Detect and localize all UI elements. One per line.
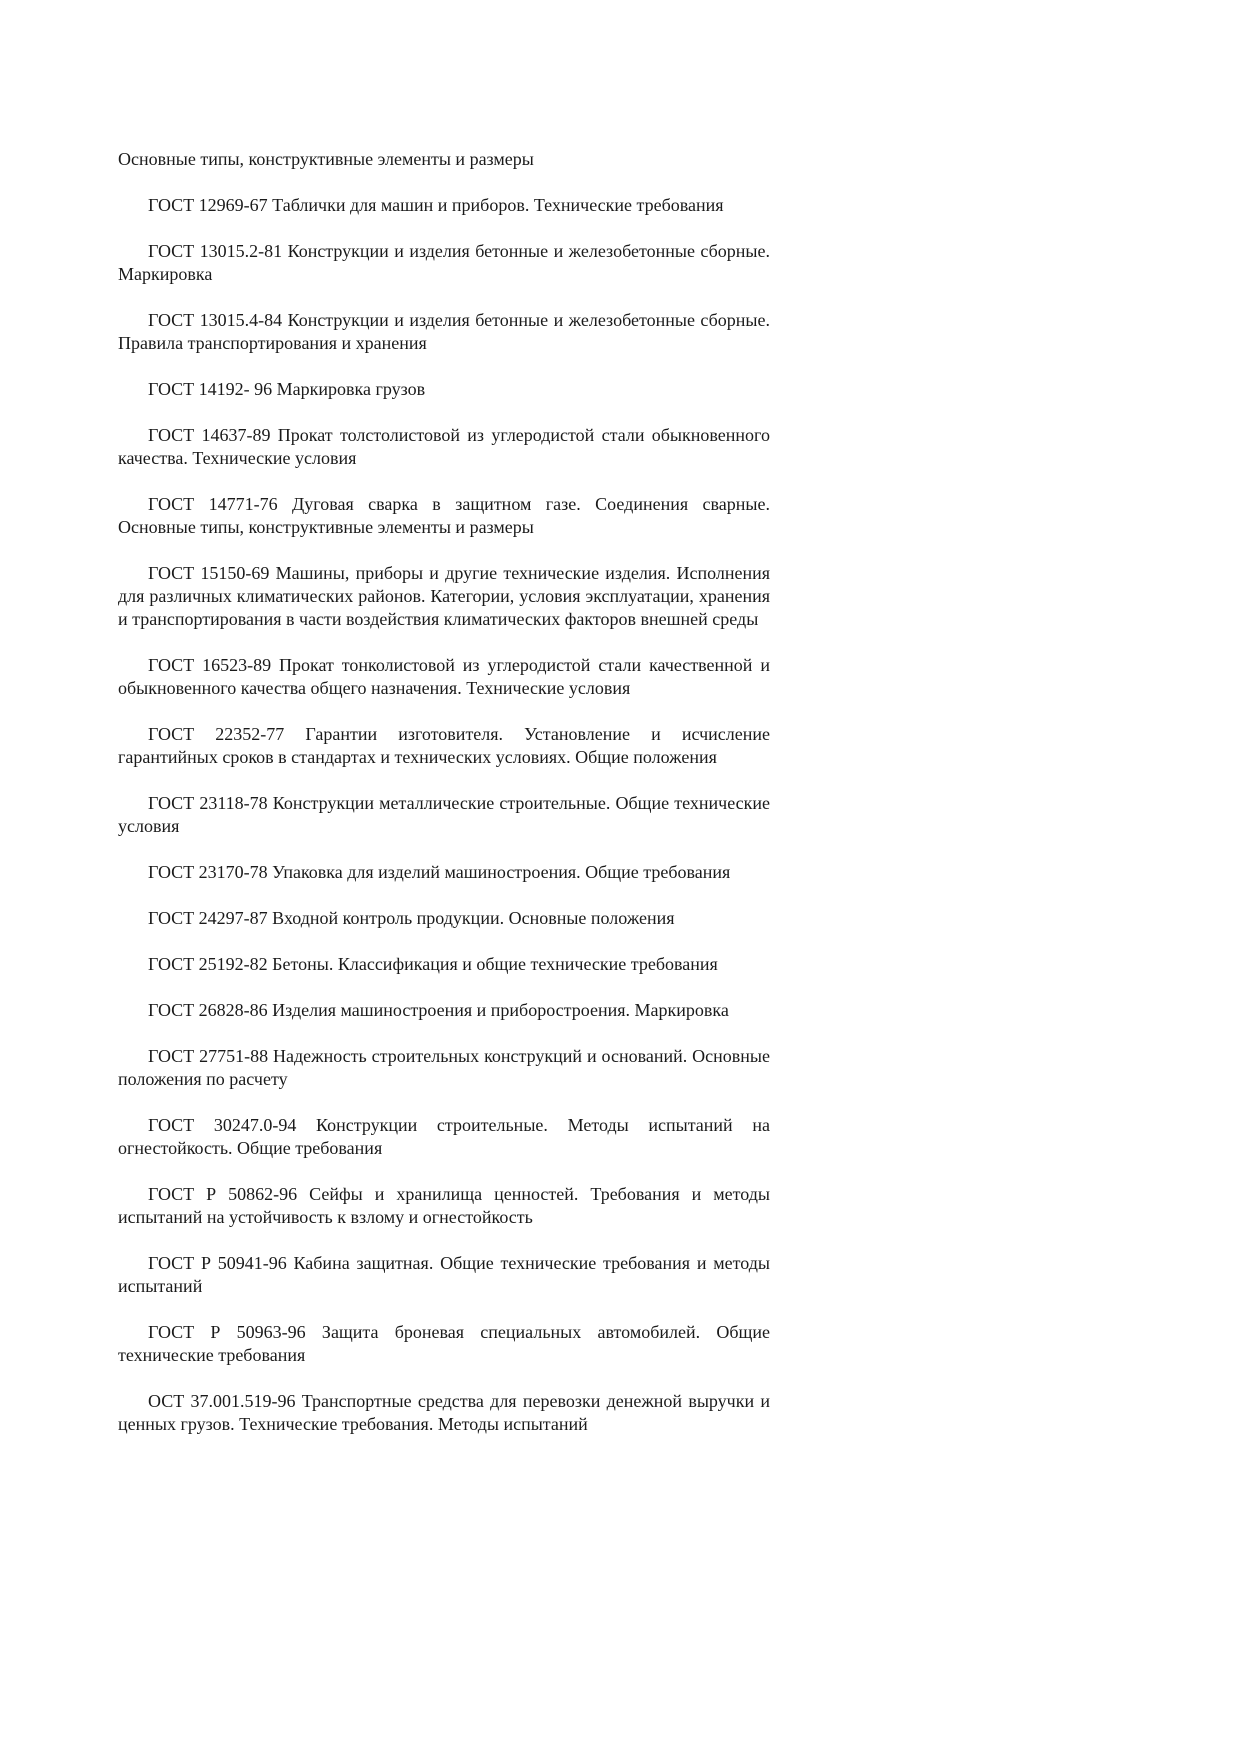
reference-item: ГОСТ 23170-78 Упаковка для изделий машиностроения. Общие требования <box>148 862 731 882</box>
reference-item: ГОСТ 16523-89 Прокат тонколистовой из углеродистой стали качественной и обыкновенного качества общего назначения. Технические условия <box>118 655 770 698</box>
reference-item: ГОСТ 26828-86 Изделия машиностроения и приборостроения. Маркировка <box>148 1000 729 1020</box>
reference-item: ГОСТ 15150-69 Машины, приборы и другие технические изделия. Исполнения для различных климатических районов. Категории, условия эксплуатации, хранения и транспортирования в части воздействия климатических факторов внешней среды <box>118 563 770 629</box>
reference-item: ОСТ 37.001.519-96 Транспортные средства для перевозки денежной выручки и ценных грузов. Технические требования. Методы испытаний <box>118 1391 770 1434</box>
reference-item: ГОСТ 14192- 96 Маркировка грузов <box>148 379 426 399</box>
reference-item: ГОСТ 14637-89 Прокат толстолистовой из углеродистой стали обыкновенного качества. Технические условия <box>118 425 770 468</box>
reference-item: ГОСТ Р 50963-96 Защита броневая специальных автомобилей. Общие технические требования <box>118 1322 770 1365</box>
reference-item: ГОСТ 27751-88 Надежность строительных конструкций и оснований. Основные положения по расчету <box>118 1046 770 1089</box>
reference-item: ГОСТ 12969-67 Таблички для машин и приборов. Технические требования <box>148 195 724 215</box>
reference-item: ГОСТ 13015.2-81 Конструкции и изделия бетонные и железобетонные сборные. Маркировка <box>118 241 770 284</box>
continuation-line: Основные типы, конструктивные элементы и размеры <box>118 149 534 169</box>
reference-item: ГОСТ 22352-77 Гарантии изготовителя. Установление и исчисление гарантийных сроков в стандартах и технических условиях. Общие положения <box>118 724 770 767</box>
reference-item: ГОСТ 25192-82 Бетоны. Классификация и общие технические требования <box>148 954 718 974</box>
reference-item: ГОСТ 23118-78 Конструкции металлические строительные. Общие технические условия <box>118 793 770 836</box>
reference-item: ГОСТ 13015.4-84 Конструкции и изделия бетонные и железобетонные сборные. Правила транспортирования и хранения <box>118 310 770 353</box>
reference-item: ГОСТ 30247.0-94 Конструкции строительные. Методы испытаний на огнестойкость. Общие требования <box>118 1115 770 1158</box>
reference-item: ГОСТ 24297-87 Входной контроль продукции. Основные положения <box>148 908 675 928</box>
reference-item: ГОСТ Р 50941-96 Кабина защитная. Общие технические требования и методы испытаний <box>118 1253 770 1296</box>
reference-item: ГОСТ 14771-76 Дуговая сварка в защитном газе. Соединения сварные. Основные типы, конструктивные элементы и размеры <box>118 494 770 537</box>
reference-item: ГОСТ Р 50862-96 Сейфы и хранилища ценностей. Требования и методы испытаний на устойчивость к взлому и огнестойкость <box>118 1184 770 1227</box>
document-page <box>118 148 770 1459</box>
